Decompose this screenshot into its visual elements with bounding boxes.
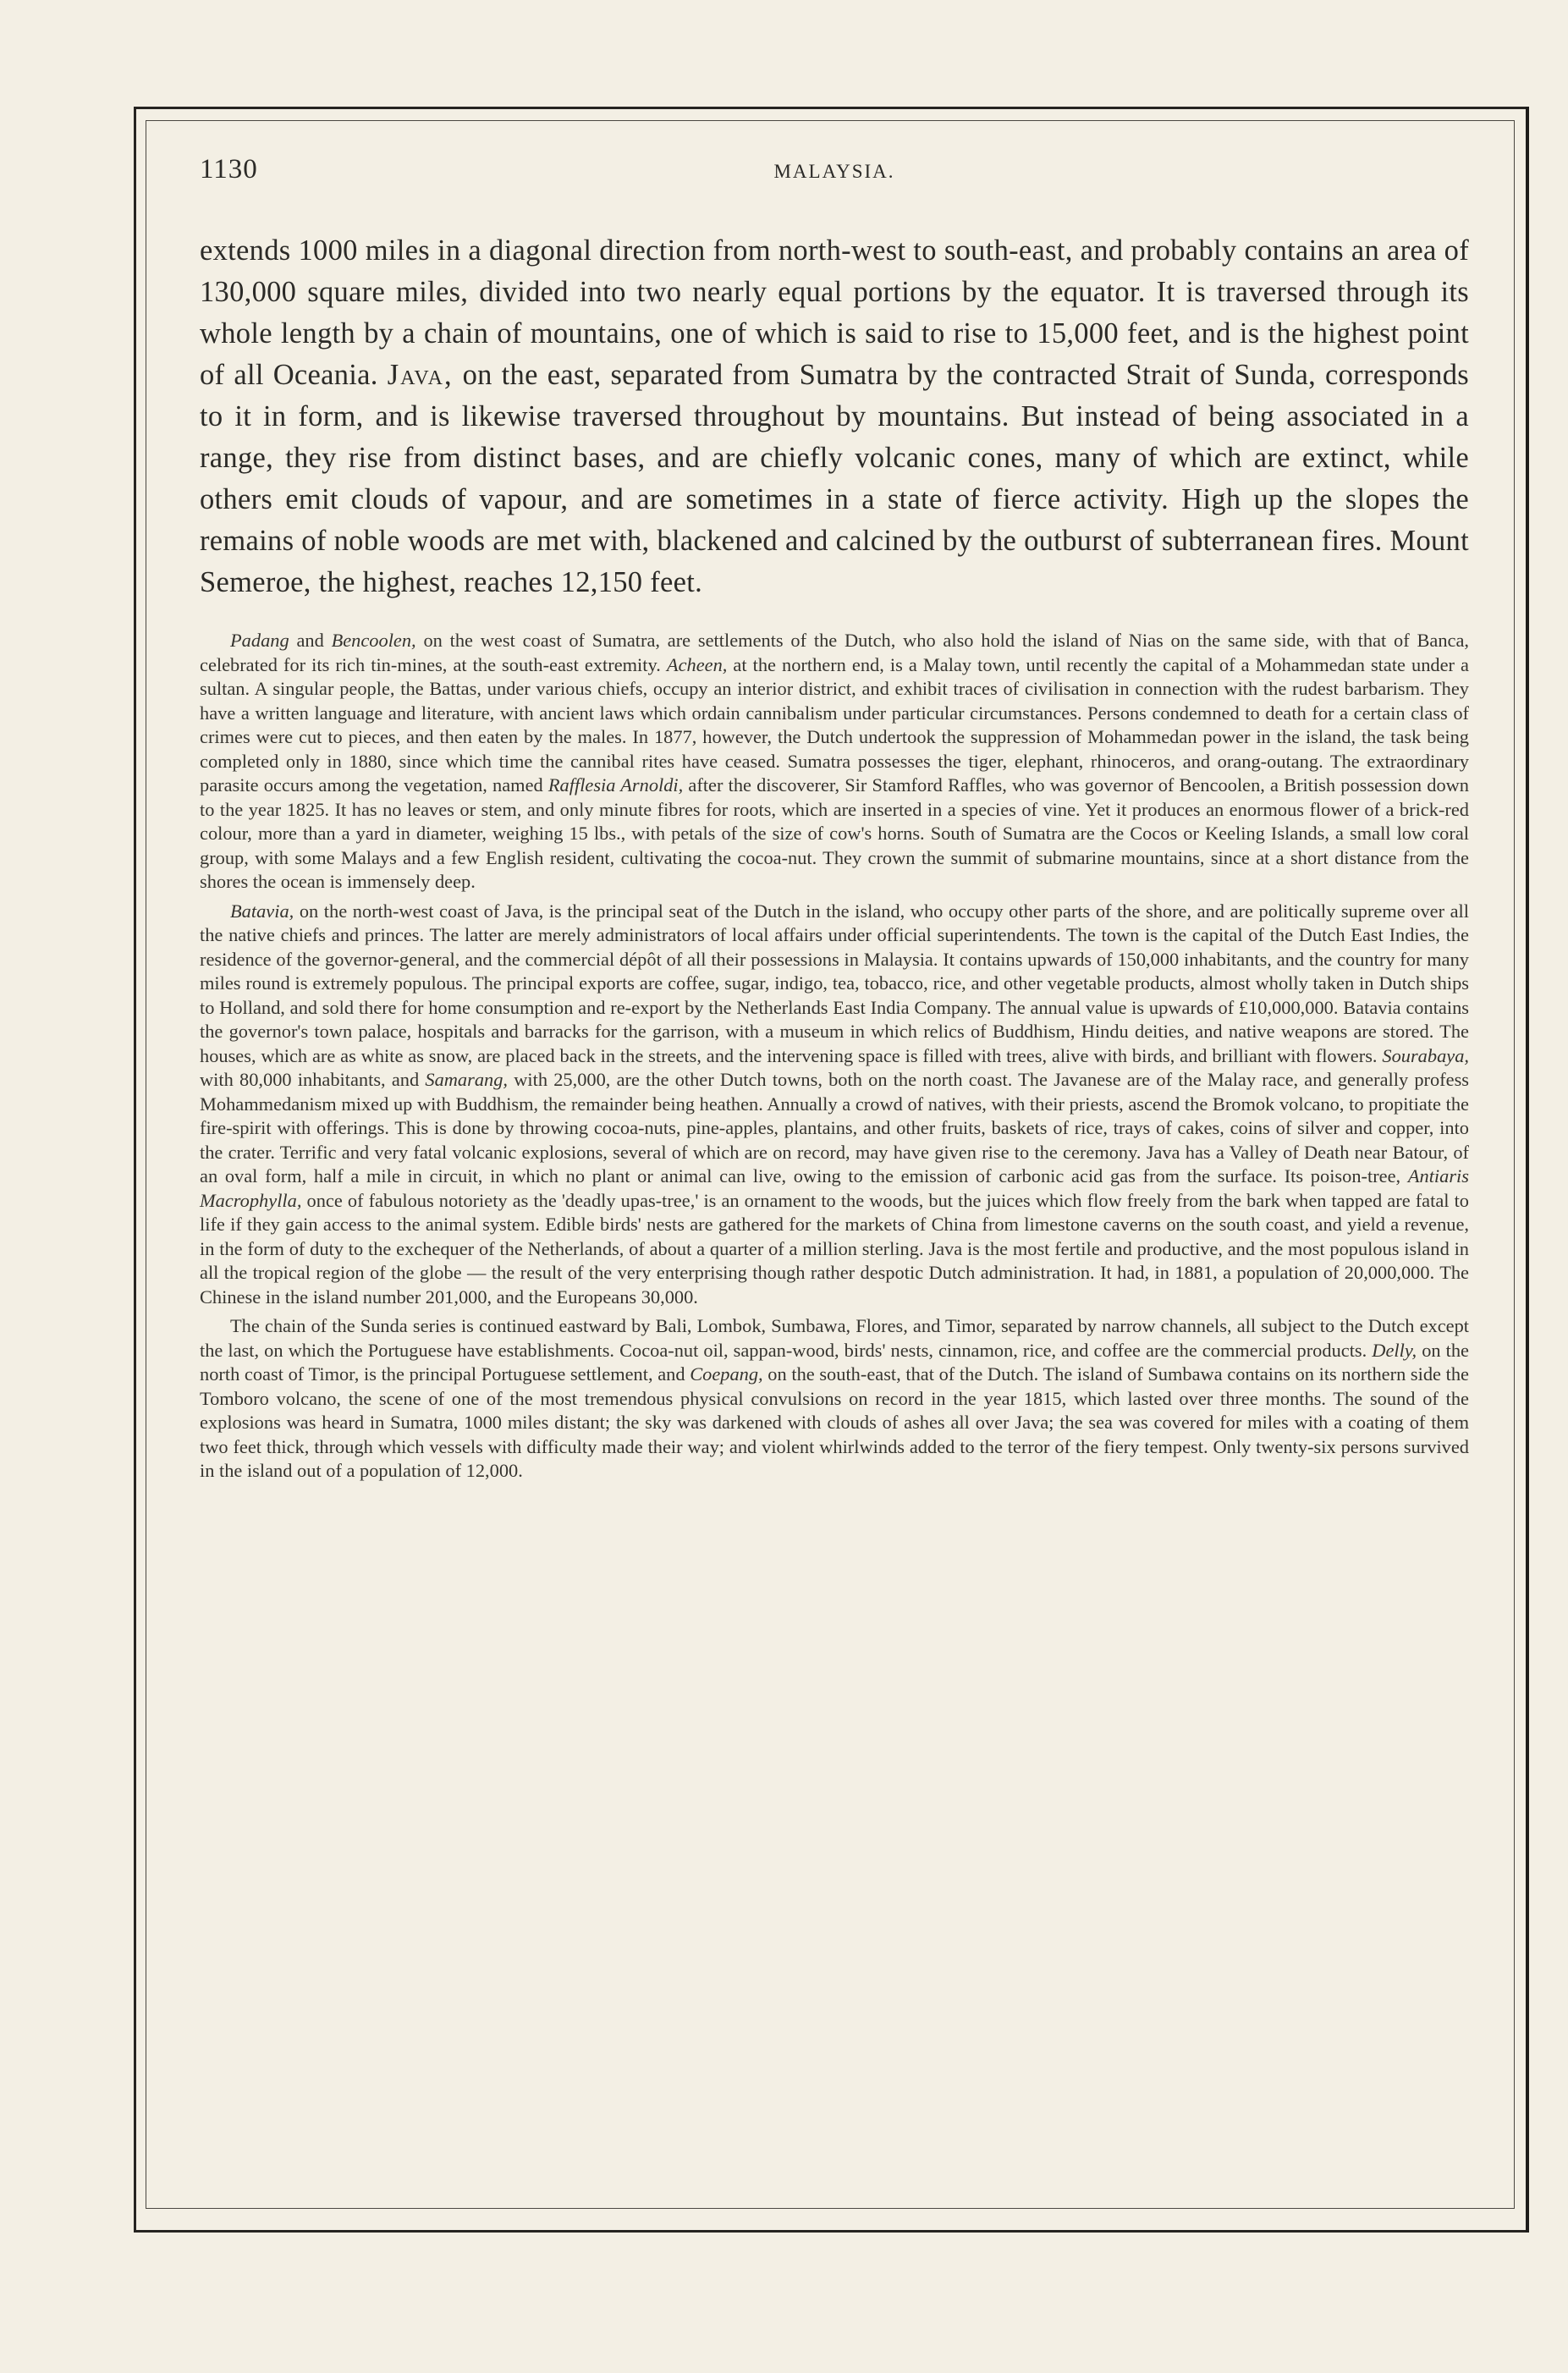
running-head [200, 152, 1469, 203]
java-paragraph: Batavia, on the north-west coast of Java, is the principal seat of the Dutch in the island, who occupy other parts of the shore, and are politically supreme over all the native chiefs and princes. The latter are merely administrators of local affairs under official superintendents. The town is the capital of the Dutch East Indies, the residence of the governor-general, and the commercial dépôt of all their possessions in Malaysia. It contains upwards of 150,000 inhabitants, and the country for many miles round is extremely populous. The principal exports are coffee, sugar, indigo, tea, tobacco, rice, and other vegetable products, almost wholly taken in Dutch ships to Holland, and sold there for home consumption and re-export by the Netherlands East India Company. The annual value is upwards of £10,000,000. Batavia contains the governor's town palace, hospitals and barracks for the garrison, with a museum in which relics of Buddhism, Hindu deities, and native weapons are stored. The houses, which are as white as snow, are placed back in the streets, and the intervening space is filled with trees, alive with birds, and brilliant with flowers. Sourabaya, with 80,000 inhabitants, and Samarang, with 25,000, are the other Dutch towns, both on the north coast. The Javanese are of the Malay race, and generally profess Mohammedanism mixed up with Buddhism, the remainder being heathen. Annually a crowd of natives, with their priests, ascend the Bromok volcano, to propitiate the fire-spirit with offerings. This is done by throwing cocoa-nuts, pine-apples, plantains, and other fruits, baskets of rice, trays of cakes, coins of silver and copper, into the crater. Terrific and very fatal volcanic explosions, several of which are on record, may have given rise to the ceremony. Java has a Valley of Death near Batour, of an oval form, half a mile in circuit, in which no plant or animal can live, owing to the emission of carbonic acid gas from the surface. Its poison-tree, Antiaris Macrophylla, once of fabulous notoriety as the 'deadly upas-tree,' is an ornament to the woods, but the juices which flow freely from the bark when tapped are fatal to life if they gain access to the animal system. Edible birds' nests are gathered for the markets of China from limestone caverns on the south coast, and yield a revenue, in the form of duty to the exchequer of the Netherlands, of about a quarter of a million sterling. Java is the most fertile and productive, and the most populous island in all the tropical region of the globe — the result of the very enterprising though rather despotic Dutch administration. It had, in 1881, a population of 20,000,000. The Chinese in the island number 201,000, and the Europeans 30,000. [200, 900, 1470, 1308]
page-body [200, 152, 1469, 1484]
running-title: MALAYSIA. [773, 161, 895, 182]
small-print-section [200, 629, 1469, 1484]
sumatra-paragraph: Padang and Bencoolen, on the west coast of Sumatra, are settlements of the Dutch, who also hold the island of Nias on the same side, with that of Banca, celebrated for its rich tin-mines, at the south-east extremity. Acheen, at the northern end, is a Malay town, until recently the capital of a Mohammedan state under a sultan. A singular people, the Battas, under various chiefs, occupy an interior district, and exhibit traces of civilisation in connection with the rudest barbarism. They have a written language and literature, with ancient laws which ordain cannibalism under particular circumstances. Persons condemned to death for a certain class of crimes were cut to pieces, and then eaten by the males. In 1877, however, the Dutch undertook the suppression of Mohammedan power in the island, the task being completed only in 1880, since which time the cannibal rites have ceased. Sumatra possesses the tiger, elephant, rhinoceros, and orang-outang. The extraordinary parasite occurs among the vegetation, named Rafflesia Arnoldi, after the discoverer, Sir Stamford Raffles, who was governor of Bencoolen, a British possession down to the year 1825. It has no leaves or stem, and only minute fibres for roots, which are inserted in a species of vine. Yet it produces an enormous flower of a brick-red colour, more than a yard in diameter, weighing 15 lbs., with petals of the size of cow's horns. South of Sumatra are the Cocos or Keeling Islands, a small low coral group, with some Malays and a few English resident, cultivating the cocoa-nut. They crown the summit of submarine mountains, since at a short distance from the shores the ocean is immensely deep. [200, 630, 1470, 892]
intro-paragraph: extends 1000 miles in a diagonal direction from north-west to south-east, and probably contains an area of 130,000 square miles, divided into two nearly equal portions by the equator. It is traversed through its whole length by a chain of mountains, one of which is said to rise to 15,000 feet, and is the highest point of all Oceania. Java, on the east, separated from Sumatra by the contracted Strait of Sunda, corresponds to it in form, and is likewise traversed throughout by mountains. But instead of being associated in a range, they rise from distinct bases, and are chiefly volcanic cones, many of which are extinct, while others emit clouds of vapour, and are sometimes in a state of fierce activity. High up the slopes the remains of noble woods are met with, blackened and calcined by the outburst of subterranean fires. Mount Semeroe, the highest, reaches 12,150 feet. [200, 234, 1469, 598]
page-number: 1130 [200, 154, 258, 184]
intro-text [200, 230, 1469, 603]
java-heading: Java, [387, 359, 454, 391]
page-border-shadow [1526, 107, 1529, 2233]
sunda-paragraph: The chain of the Sunda series is continued eastward by Bali, Lombok, Sumbawa, Flores, and Timor, separated by narrow channels, all subject to the Dutch except the last, on which the Portuguese have establishments. Cocoa-nut oil, sappan-wood, birds' nests, cinnamon, rice, and coffee are the commercial products. Delly, on the north coast of Timor, is the principal Portuguese settlement, and Coepang, on the south-east, that of the Dutch. The island of Sumbawa contains on its northern side the Tomboro volcano, the scene of one of the most tremendous physical convulsions on record in the year 1815, which lasted over three months. The sound of the explosions was heard in Sumatra, 1000 miles distant; the sky was darkened with clouds of ashes all over Java; the sea was covered for miles with a coating of them two feet thick, through which vessels with difficulty made their way; and violent whirlwinds added to the terror of the fiery tempest. Only twenty-six persons survived in the island out of a population of 12,000. [200, 1315, 1469, 1481]
